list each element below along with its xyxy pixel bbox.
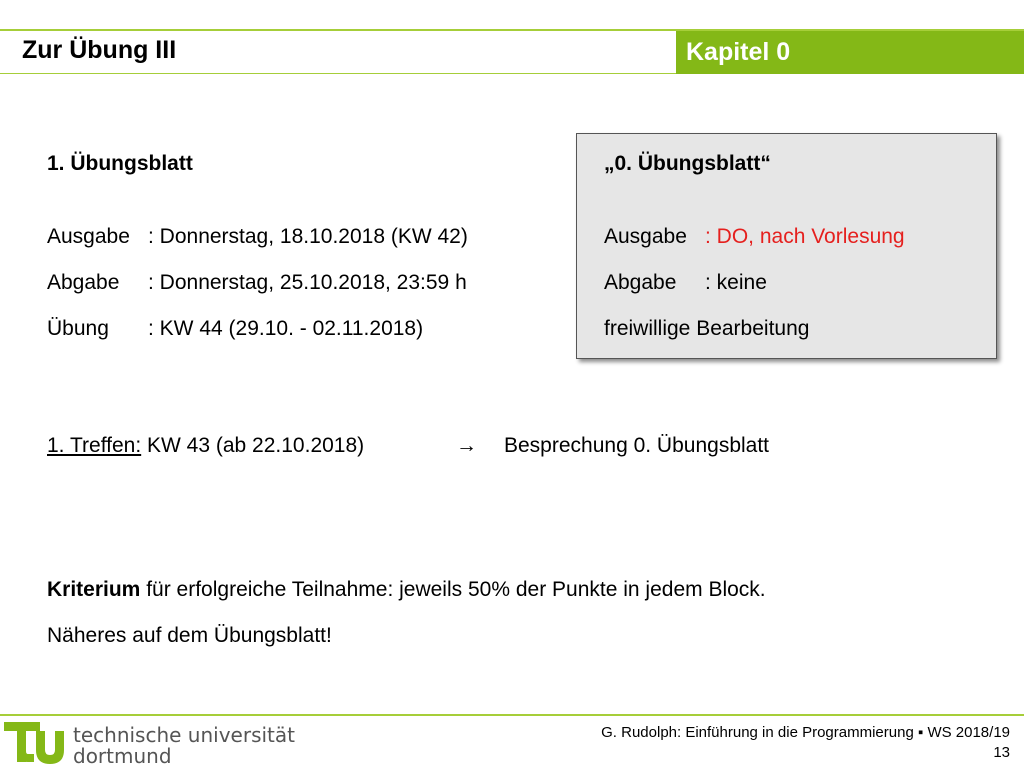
chapter-label: Kapitel 0 <box>686 38 791 66</box>
course-info: G. Rudolph: Einführung in die Programmierung ▪ WS 2018/19 <box>601 724 1010 741</box>
meeting-text: KW 43 (ab 22.10.2018) <box>147 434 365 457</box>
meeting-arrow: → <box>456 434 477 457</box>
sheet1-uebung-label: Übung <box>47 317 109 340</box>
sheet1-abgabe-label: Abgabe <box>47 271 120 294</box>
criterion-note: Näheres auf dem Übungsblatt! <box>47 624 332 647</box>
criterion-line <box>47 578 766 602</box>
slide-title: Zur Übung III <box>22 36 177 64</box>
page-number: 13 <box>993 744 1010 761</box>
sheet0-note: freiwillige Bearbeitung <box>604 317 810 340</box>
university-name-line1: technische universität <box>73 723 295 747</box>
sheet1-heading: 1. Übungsblatt <box>47 152 193 175</box>
sheet0-abgabe-value: : keine <box>705 271 767 294</box>
criterion-text: für erfolgreiche Teilnahme: jeweils 50% der Punkte in jedem Block. <box>146 578 766 601</box>
meeting-label: 1. Treffen: <box>47 434 142 457</box>
sheet1-abgabe-value: : Donnerstag, 25.10.2018, 23:59 h <box>148 271 467 294</box>
sheet0-ausgabe-value: : DO, nach Vorlesung <box>705 225 905 248</box>
sheet0-heading: „0. Übungsblatt“ <box>604 152 771 175</box>
sheet1-ausgabe-label: Ausgabe <box>47 225 130 248</box>
sheet1-ausgabe-value: : Donnerstag, 18.10.2018 (KW 42) <box>148 225 468 248</box>
tu-logo-icon <box>4 720 66 766</box>
meeting-line <box>47 434 364 458</box>
header-divider <box>0 73 676 74</box>
sheet0-ausgabe-label: Ausgabe <box>604 225 687 248</box>
chapter-badge <box>676 31 1024 74</box>
criterion-keyword: Kriterium <box>47 578 141 601</box>
sheet0-abgabe-label: Abgabe <box>604 271 677 294</box>
footer-line <box>0 714 1024 716</box>
university-name-line2: dortmund <box>73 744 172 768</box>
meeting-topic: Besprechung 0. Übungsblatt <box>504 434 770 457</box>
sheet1-uebung-value: : KW 44 (29.10. - 02.11.2018) <box>148 317 424 340</box>
